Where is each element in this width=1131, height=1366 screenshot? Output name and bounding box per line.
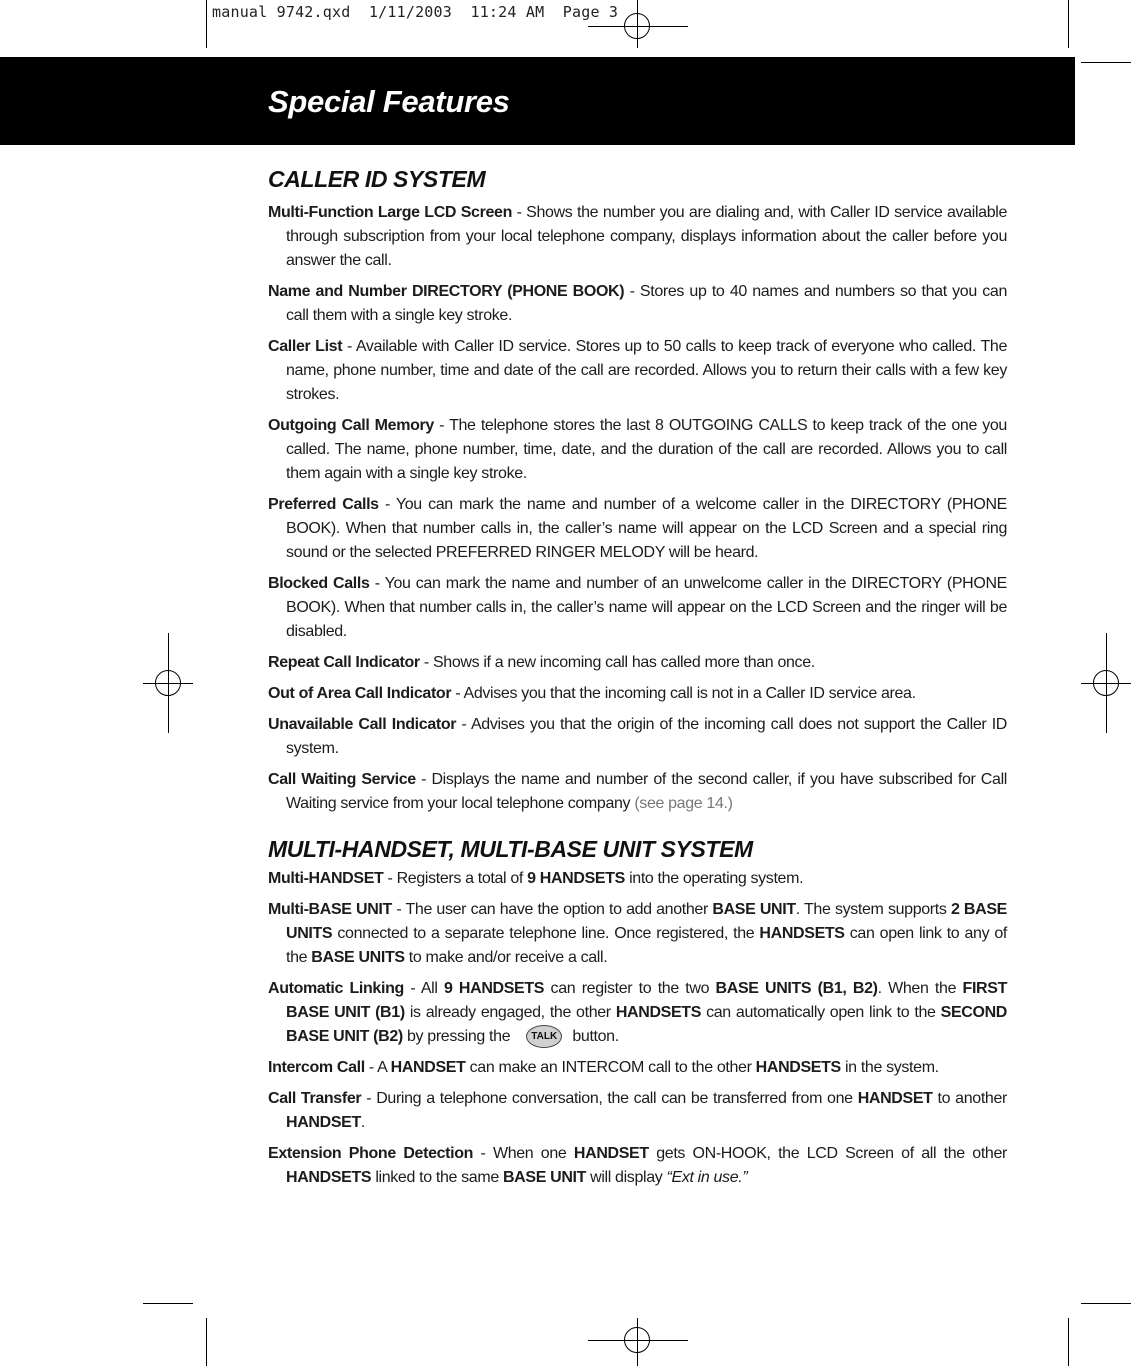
feature-term: Automatic Linking [268, 980, 404, 997]
feature-text: button. [568, 1028, 619, 1045]
feature-text: will display [586, 1169, 667, 1186]
feature-term: Blocked Calls [268, 575, 370, 592]
feature-text: - During a telephone conversation, the call can be transferred from one [361, 1090, 858, 1107]
registration-mark [155, 670, 181, 696]
feature-item [268, 414, 1007, 486]
feature-text: - You can mark the name and number of a welcome caller in the DIRECTORY (PHONE BOOK). When that number calls in, the caller’s name will appear on the LCD Screen and a special ring sound or the selected PREFERRED RINGER MELODY will be heard. [286, 496, 1007, 561]
feature-text: - Advises you that the origin of the incoming call does not support the Caller ID system. [286, 716, 1007, 757]
crop-mark [206, 0, 207, 48]
feature-item [268, 335, 1007, 407]
feature-term: Unavailable Call Indicator [268, 716, 457, 733]
feature-text: - Stores up to 40 names and numbers so that you can call them with a single key stroke. [286, 283, 1007, 324]
feature-item [268, 1142, 1007, 1190]
feature-item [268, 572, 1007, 644]
feature-term: Out of Area Call Indicator [268, 685, 452, 702]
feature-term: Call Waiting Service [268, 771, 416, 788]
emphasis: HANDSET [857, 1090, 933, 1107]
feature-item [268, 898, 1007, 970]
emphasis: BASE UNIT [502, 1169, 587, 1186]
talk-key-icon: TALK [526, 1025, 562, 1048]
feature-text: into the operating system. [624, 870, 804, 887]
feature-term: Extension Phone Detection [268, 1145, 474, 1162]
emphasis: SECOND BASE UNIT (B2) [286, 1004, 1007, 1045]
feature-text: - Registers a total of [383, 870, 528, 887]
feature-item [268, 280, 1007, 328]
page-content [268, 166, 1007, 1197]
feature-text: - When one [473, 1145, 574, 1162]
emphasis: HANDSETS [615, 1004, 702, 1021]
feature-text: - A [364, 1059, 391, 1076]
feature-term: Multi-BASE UNIT [268, 901, 392, 918]
feature-text: gets ON-HOOK, the LCD Screen of all the other [648, 1145, 1007, 1162]
feature-text: . The system supports [795, 901, 951, 918]
feature-text: - All [403, 980, 444, 997]
feature-text: - Advises you that the incoming call is not in a Caller ID service area. [451, 685, 916, 702]
feature-text: - Displays the name and number of the second caller, if you have subscribed for Call Waiting service from your local telephone company [286, 771, 1007, 812]
display-message: “Ext in use.” [666, 1169, 748, 1186]
emphasis: HANDSET [286, 1114, 361, 1131]
feature-term: Multi-Function Large LCD Screen [268, 204, 512, 221]
emphasis: FIRST BASE UNIT (B1) [286, 980, 1008, 1021]
feature-item [268, 651, 1007, 675]
feature-item [268, 867, 1007, 891]
feature-item [268, 768, 1007, 816]
print-slug: manual 9742.qxd 1/11/2003 11:24 AM Page 3 [212, 3, 619, 21]
feature-term: Name and Number DIRECTORY (PHONE BOOK) [268, 283, 625, 300]
crop-mark [206, 1318, 207, 1366]
feature-text: - The telephone stores the last 8 OUTGOING CALLS to keep track of the one you called. The name, phone number, time, date, and the duration of the call are recorded. Allows you to call them again with a single key stroke. [286, 417, 1007, 482]
feature-text: can automatically open link to the [701, 1004, 941, 1021]
registration-mark [624, 13, 650, 39]
emphasis: HANDSETS [759, 925, 845, 942]
emphasis: HANDSET [573, 1145, 649, 1162]
feature-text: to another [932, 1090, 1007, 1107]
feature-text: . [360, 1114, 365, 1131]
section-title-caller-id: CALLER ID SYSTEM [268, 166, 486, 192]
feature-term: Outgoing Call Memory [268, 417, 434, 434]
feature-term: Caller List [268, 338, 343, 355]
feature-text: connected to a separate telephone line. Once registered, the [332, 925, 760, 942]
feature-text: - Available with Caller ID service. Stores up to 50 calls to keep track of everyone who called. The name, phone number, time and date of the call are recorded. Allows you to return their calls with a few key strokes. [286, 338, 1007, 403]
feature-term: Repeat Call Indicator [268, 654, 420, 671]
feature-item [268, 682, 1007, 706]
feature-text: can register to the two [544, 980, 716, 997]
crop-mark [1068, 1318, 1069, 1366]
feature-term: Intercom Call [268, 1059, 365, 1076]
header-band [0, 57, 1075, 145]
registration-mark [1093, 670, 1119, 696]
emphasis: BASE UNITS (B1, B2) [715, 980, 878, 997]
feature-text: to make and/or receive a call. [404, 949, 608, 966]
feature-term: Preferred Calls [268, 496, 379, 513]
feature-term: Call Transfer [268, 1090, 362, 1107]
feature-text: is already engaged, the other [404, 1004, 616, 1021]
feature-text: . When the [877, 980, 963, 997]
feature-item [268, 201, 1007, 273]
emphasis: BASE UNIT [712, 901, 796, 918]
section-title-multi-handset: MULTI-HANDSET, MULTI-BASE UNIT SYSTEM [268, 836, 753, 862]
crop-mark [1068, 0, 1069, 48]
emphasis: BASE UNITS [311, 949, 405, 966]
feature-item [268, 1056, 1007, 1080]
feature-item [268, 1087, 1007, 1135]
feature-text: in the system. [840, 1059, 939, 1076]
page-reference: (see page 14.) [634, 795, 733, 812]
feature-text: by pressing the [402, 1028, 511, 1045]
feature-item [268, 493, 1007, 565]
feature-item [268, 977, 1007, 1049]
emphasis: HANDSETS [286, 1169, 372, 1186]
feature-text: can open link to any of the [286, 925, 1007, 966]
feature-text: can make an INTERCOM call to the other [465, 1059, 756, 1076]
feature-item [268, 713, 1007, 761]
emphasis: HANDSETS [755, 1059, 841, 1076]
feature-text: - The user can have the option to add another [391, 901, 713, 918]
feature-text: linked to the same [371, 1169, 503, 1186]
feature-text: - You can mark the name and number of an unwelcome caller in the DIRECTORY (PHONE BOOK). When that number calls in, the caller’s name will appear on the LCD Screen and the ringer will be disabled. [286, 575, 1007, 640]
registration-mark [624, 1327, 650, 1353]
emphasis: HANDSET [390, 1059, 466, 1076]
feature-text: - Shows the number you are dialing and, with Caller ID service available through subscription from your local telephone company, displays information about the caller before you answer the call. [286, 204, 1007, 269]
feature-term: Multi-HANDSET [268, 870, 384, 887]
crop-mark [1081, 1303, 1131, 1304]
emphasis: 2 BASE UNITS [286, 901, 1007, 942]
feature-text: - Shows if a new incoming call has called more than once. [419, 654, 815, 671]
crop-mark [1081, 62, 1131, 63]
emphasis: 9 HANDSETS [527, 870, 625, 887]
emphasis: 9 HANDSETS [443, 980, 545, 997]
page-title: Special Features [268, 84, 510, 119]
crop-mark [143, 1303, 193, 1304]
